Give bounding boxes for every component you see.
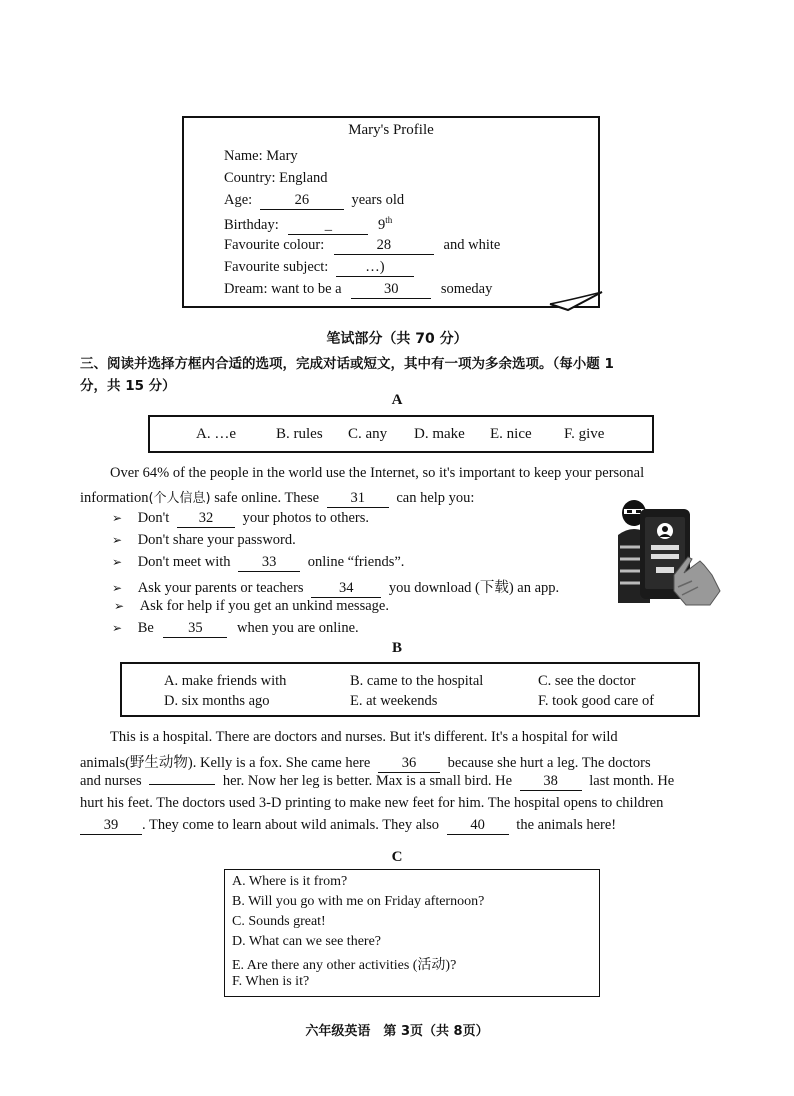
para-safe-online: safe online. These <box>210 490 320 506</box>
profile-age <box>224 192 404 210</box>
blank-34: 34 <box>311 580 381 598</box>
part-a-options-box <box>148 415 654 453</box>
blank-38: 38 <box>520 773 582 791</box>
dream-suffix: someday <box>440 281 493 297</box>
rule-5-text: Ask for help if you get an unkind message. <box>139 598 389 614</box>
arrow-bullet-icon: ➢ <box>112 621 123 635</box>
section-heading: 笔试部分（共 70 分） <box>326 331 468 347</box>
option-b-a: A. make friends with <box>164 673 287 689</box>
arrow-bullet-icon: ➢ <box>112 581 123 595</box>
option-f: F. give <box>564 426 605 442</box>
profile-birthday <box>224 215 392 235</box>
arrow-bullet-icon: ➢ <box>112 511 123 525</box>
blank-39: 39 <box>80 817 142 835</box>
colour-blank: 28 <box>334 237 434 255</box>
blank-40: 40 <box>447 817 509 835</box>
rule-item-1 <box>112 510 369 528</box>
option-b-f: F. took good care of <box>538 693 655 709</box>
page-curl-icon <box>548 290 604 312</box>
rule-item-5 <box>114 598 389 615</box>
colour-label: Favourite colour: <box>224 237 325 253</box>
age-suffix: years old <box>351 192 405 208</box>
dream-blank: 30 <box>351 281 431 299</box>
rule-3-pre: Don't meet with <box>137 554 231 570</box>
rule-item-6 <box>112 620 359 638</box>
para-can-help: can help you: <box>396 490 475 506</box>
option-b-d: D. six months ago <box>164 693 270 709</box>
para-information-cn: (个人信息) <box>148 491 211 506</box>
arrow-bullet-icon: ➢ <box>114 599 125 613</box>
part-b-line-2-b: because she hurt a leg. The doctors <box>447 755 651 771</box>
online-safety-illustration <box>616 495 724 610</box>
part-b-line-3-a: and nurses <box>80 773 142 789</box>
part-b-line-3-b: her. Now her leg is better. Max is a small bird. He <box>222 773 513 789</box>
profile-title: Mary's Profile <box>348 122 434 138</box>
profile-subject <box>224 259 418 277</box>
arrow-bullet-icon: ➢ <box>112 533 123 547</box>
part-c-label: C <box>391 849 403 865</box>
rule-1-pre: Don't <box>137 510 170 526</box>
birthday-blank: _ <box>288 217 368 235</box>
profile-country: Country: England <box>224 170 328 186</box>
rule-2-text: Don't share your password. <box>137 532 296 548</box>
dream-label: Dream: want to be a <box>224 281 342 297</box>
blank-37 <box>149 784 215 785</box>
option-b-c: C. see the doctor <box>538 673 636 689</box>
birthday-sup: th <box>385 215 393 225</box>
option-d: D. make <box>414 426 465 442</box>
option-e: E. nice <box>490 426 532 442</box>
option-c: C. any <box>348 426 388 442</box>
part-b-line-5-b: the animals here! <box>516 817 617 833</box>
para-information: information <box>80 490 149 506</box>
arrow-bullet-icon: ➢ <box>112 555 123 569</box>
rule-6-post: when you are online. <box>237 620 359 636</box>
colour-suffix: and white <box>443 237 501 253</box>
option-c-b: B. Will you go with me on Friday afternoon? <box>232 894 485 909</box>
part-c-options-box <box>224 869 600 997</box>
blank-32: 32 <box>177 510 235 528</box>
rule-4-pre: Ask your parents or teachers <box>137 580 304 596</box>
option-c-d: D. What can we see there? <box>232 934 381 949</box>
option-a: A. …e <box>196 426 236 442</box>
blank-31: 31 <box>327 490 389 508</box>
part-b-line-3-c: last month. He <box>589 773 675 789</box>
profile-name: Name: Mary <box>224 148 298 164</box>
profile-card <box>182 116 600 308</box>
blank-36: 36 <box>378 755 440 773</box>
profile-colour <box>224 237 500 255</box>
rule-item-3 <box>112 554 404 572</box>
option-c-a: A. Where is it from? <box>232 874 348 889</box>
option-c-f: F. When is it? <box>232 974 310 989</box>
part-a-label: A <box>391 392 403 408</box>
age-label: Age: <box>224 192 253 208</box>
page-footer: 六年级英语 第 3页（共 8页） <box>305 1024 489 1039</box>
rule-4-post: you download (下载) an app. <box>388 580 560 596</box>
subject-blank: …) <box>336 259 414 277</box>
rule-item-2 <box>112 532 296 549</box>
birthday-suffix: 9 <box>378 216 386 233</box>
part-b-line-2-a: animals(野生动物). Kelly is a fox. She came here <box>80 755 371 771</box>
part-a-paragraph-line-2 <box>80 487 474 508</box>
part-a-paragraph-line-1: Over 64% of the people in the world use the Internet, so it's important to keep your personal <box>110 465 645 481</box>
part-b-label: B <box>391 640 402 656</box>
rule-1-post: your photos to others. <box>242 510 370 526</box>
option-b-e: E. at weekends <box>350 693 438 709</box>
option-b: B. rules <box>276 426 323 442</box>
blank-35: 35 <box>163 620 227 638</box>
age-blank: 26 <box>260 192 344 210</box>
part-b-line-5 <box>80 817 616 835</box>
part-b-line-4: hurt his feet. The doctors used 3-D printing to make new feet for him. The hospital opens to children <box>80 795 664 811</box>
part-b-line-3 <box>80 773 674 791</box>
instruction-line-2: 分，共 15 分） <box>80 378 176 394</box>
rule-item-4 <box>112 576 559 598</box>
rule-6-pre: Be <box>137 620 154 636</box>
instruction-line-1: 三、阅读并选择方框内合适的选项，完成对话或短文，其中有一项为多余选项。（每小题 1 <box>80 356 614 372</box>
option-c-e: E. Are there any other activities (活动)? <box>232 958 457 973</box>
rule-3-post: online “friends”. <box>307 554 405 570</box>
part-b-line-2 <box>80 751 651 773</box>
part-b-options-box <box>120 662 700 717</box>
part-b-line-5-a: . They come to learn about wild animals. They also <box>142 817 440 833</box>
profile-dream <box>224 281 492 299</box>
option-c-c: C. Sounds great! <box>232 914 326 929</box>
blank-33: 33 <box>238 554 300 572</box>
subject-label: Favourite subject: <box>224 259 329 275</box>
birthday-label: Birthday: <box>224 216 279 233</box>
option-b-b: B. came to the hospital <box>350 673 484 689</box>
part-b-line-1: This is a hospital. There are doctors and nurses. But it's different. It's a hospital for wild <box>110 729 618 745</box>
